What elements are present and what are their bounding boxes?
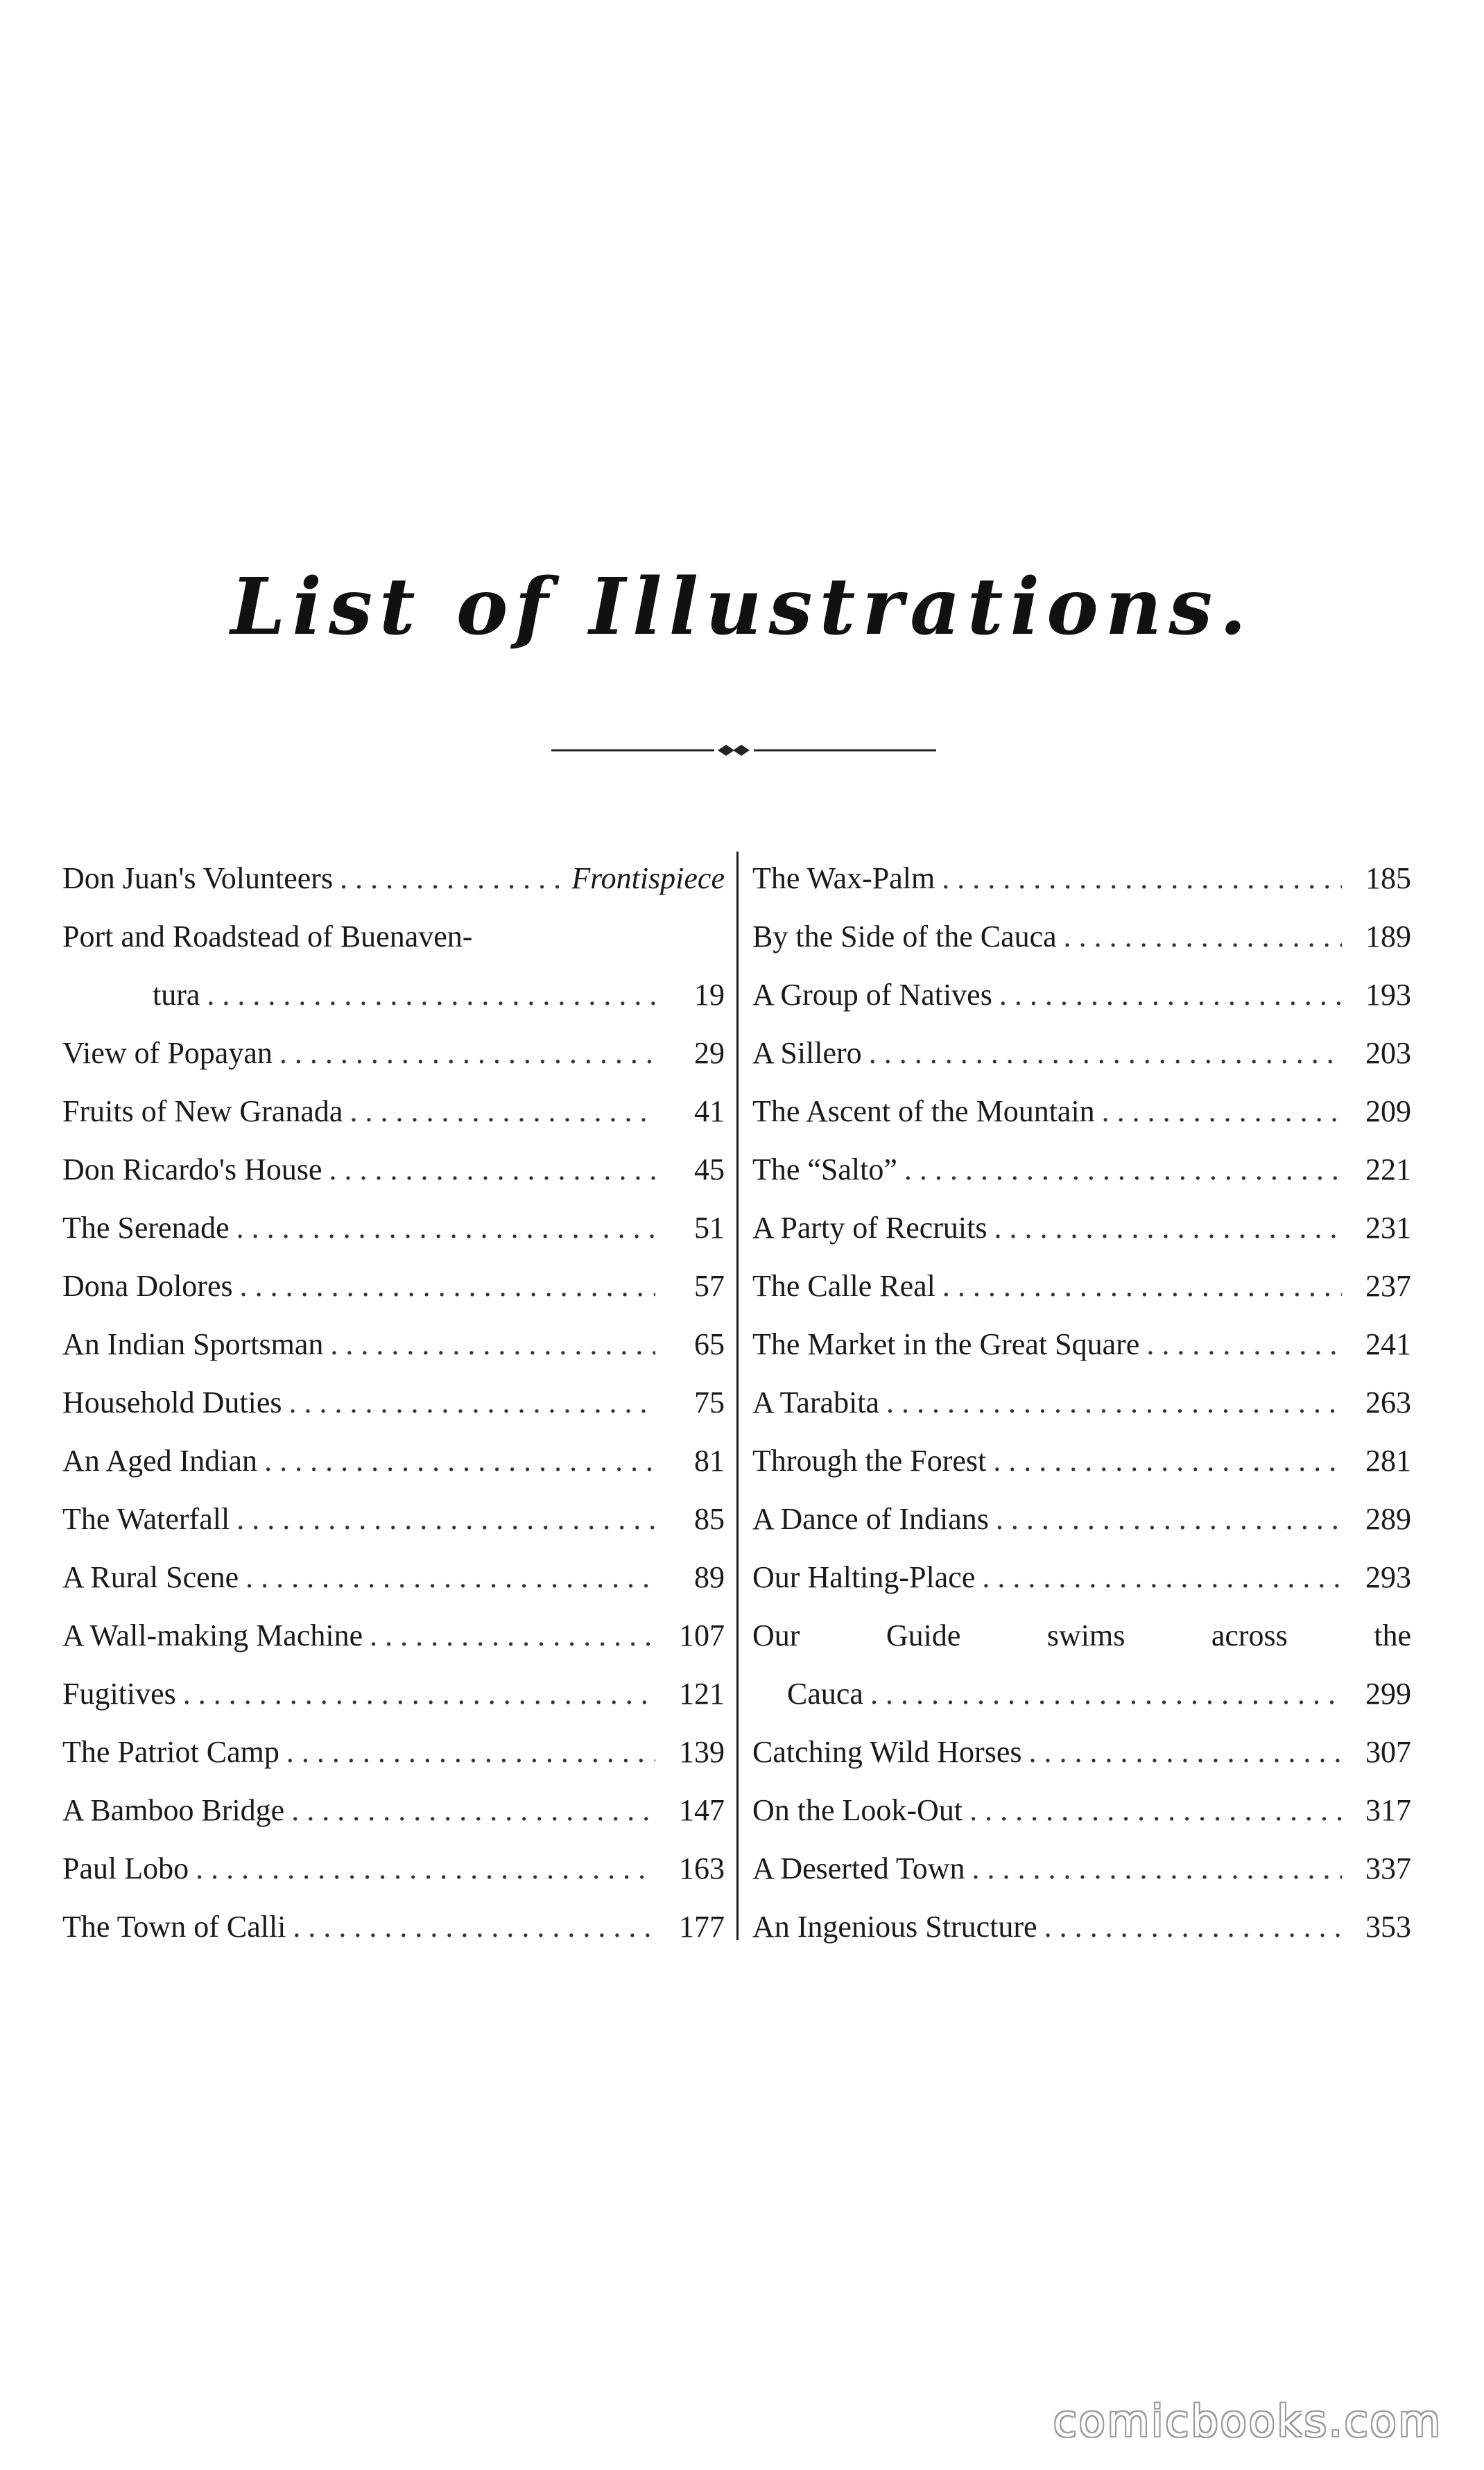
list-item — [752, 1607, 1411, 1665]
entry-title: Paul Lobo — [62, 1851, 189, 1885]
list-item — [752, 1199, 1411, 1257]
entry-page: 89 — [694, 1560, 725, 1594]
entry-title: The Town of Calli — [62, 1910, 286, 1944]
entry-page: 185 — [1365, 861, 1411, 895]
list-item — [62, 966, 725, 1024]
list-item — [752, 1548, 1411, 1607]
entry-page: 81 — [694, 1444, 725, 1478]
entry-page: 293 — [1365, 1560, 1411, 1594]
entry-page: 57 — [694, 1269, 725, 1303]
list-item — [752, 1840, 1411, 1898]
list-item — [62, 1257, 725, 1315]
entry-page: 65 — [694, 1327, 725, 1361]
entry-title: A Deserted Town — [752, 1851, 965, 1885]
entry-title: Through the Forest — [752, 1444, 987, 1478]
list-item — [752, 1257, 1411, 1315]
entry-title: Our Guide swims across the — [752, 1618, 1411, 1652]
list-item — [62, 1082, 725, 1141]
entry-title: Household Duties — [62, 1385, 282, 1419]
list-item — [752, 1315, 1411, 1374]
entry-page: 231 — [1365, 1211, 1411, 1245]
entry-page: 193 — [1365, 978, 1411, 1012]
entry-title: A Group of Natives — [752, 978, 992, 1012]
entry-title: The Patriot Camp — [62, 1735, 279, 1769]
entry-title: On the Look-Out — [752, 1793, 963, 1827]
list-item — [752, 966, 1411, 1024]
entry-page: 85 — [694, 1502, 725, 1536]
entry-title: An Aged Indian — [62, 1444, 258, 1478]
entry-page: 221 — [1365, 1152, 1411, 1186]
list-item — [62, 1141, 725, 1199]
entry-page: 163 — [679, 1851, 725, 1885]
list-item — [752, 908, 1411, 966]
ornament-divider — [551, 736, 936, 764]
list-item — [752, 1723, 1411, 1781]
list-item — [62, 1840, 725, 1898]
entry-title: An Ingenious Structure — [752, 1910, 1037, 1944]
page-title: List of Illustrations. — [230, 562, 1254, 653]
entry-title: The Waterfall — [62, 1502, 230, 1536]
entry-page: 337 — [1365, 1851, 1411, 1885]
list-item — [62, 908, 725, 966]
column-divider — [736, 852, 739, 1940]
entry-page: 209 — [1365, 1094, 1411, 1128]
entry-title: A Dance of Indians — [752, 1502, 989, 1536]
list-item — [752, 849, 1411, 908]
entry-title: tura — [153, 978, 200, 1012]
entry-page: 41 — [694, 1094, 725, 1128]
entry-page: 317 — [1365, 1793, 1411, 1827]
entry-title: A Rural Scene — [62, 1560, 239, 1594]
list-item — [752, 1490, 1411, 1548]
list-item — [62, 1665, 725, 1723]
list-item — [62, 1490, 725, 1548]
list-item — [752, 1082, 1411, 1141]
entry-title: Don Ricardo's House — [62, 1152, 322, 1186]
entry-title: View of Popayan — [62, 1036, 273, 1070]
list-item — [62, 1199, 725, 1257]
entry-page: 281 — [1365, 1444, 1411, 1478]
entry-title: Don Juan's Volunteers — [62, 861, 334, 895]
entry-title: A Sillero — [752, 1036, 862, 1070]
illustrations-list-left — [62, 849, 725, 1956]
list-item — [62, 849, 725, 908]
entry-page: 353 — [1365, 1910, 1411, 1944]
entry-title: The “Salto” — [752, 1152, 897, 1186]
list-item — [62, 1607, 725, 1665]
list-item — [62, 1374, 725, 1432]
entry-title: Cauca — [787, 1677, 863, 1711]
entry-page: 75 — [694, 1385, 725, 1419]
entry-title: Catching Wild Horses — [752, 1735, 1022, 1769]
entry-title: Fugitives — [62, 1677, 176, 1711]
entry-page: 299 — [1365, 1677, 1411, 1711]
entry-page: 177 — [679, 1910, 725, 1944]
entry-page: 29 — [694, 1036, 725, 1070]
list-item — [752, 1665, 1411, 1723]
entry-title: The Market in the Great Square — [752, 1327, 1140, 1361]
list-item — [62, 1432, 725, 1490]
entry-title: The Wax-Palm — [752, 861, 935, 895]
list-item — [752, 1898, 1411, 1956]
list-item — [62, 1898, 725, 1956]
entry-page: 237 — [1365, 1269, 1411, 1303]
entry-title: A Tarabita — [752, 1385, 880, 1419]
list-item — [752, 1141, 1411, 1199]
entry-title: The Calle Real — [752, 1269, 935, 1303]
entry-page: 19 — [694, 978, 725, 1012]
list-item — [62, 1548, 725, 1607]
entry-page: 139 — [679, 1735, 725, 1769]
list-item — [62, 1781, 725, 1840]
entry-title: An Indian Sportsman — [62, 1327, 324, 1361]
entry-page: 45 — [694, 1152, 725, 1186]
entry-page: 107 — [679, 1618, 725, 1652]
entry-page: Frontispiece — [571, 861, 725, 895]
entry-title: Dona Dolores — [62, 1269, 233, 1303]
list-item — [752, 1432, 1411, 1490]
entry-title: A Party of Recruits — [752, 1211, 987, 1245]
entry-title: The Serenade — [62, 1211, 230, 1245]
list-item — [752, 1374, 1411, 1432]
entry-title: By the Side of the Cauca — [752, 919, 1057, 953]
entry-page: 121 — [679, 1677, 725, 1711]
entry-title: Our Halting-Place — [752, 1560, 976, 1594]
entry-title: A Bamboo Bridge — [62, 1793, 285, 1827]
entry-title: Fruits of New Granada — [62, 1094, 343, 1128]
entry-page: 51 — [694, 1211, 725, 1245]
entry-title: The Ascent of the Mountain — [752, 1094, 1095, 1128]
watermark: comicbooks.com — [1053, 2396, 1442, 2446]
entry-page: 263 — [1365, 1385, 1411, 1419]
entry-page: 289 — [1365, 1502, 1411, 1536]
illustrations-list-right — [752, 849, 1411, 1956]
entry-page: 189 — [1365, 919, 1411, 953]
list-item — [62, 1024, 725, 1082]
entry-title: A Wall-making Machine — [62, 1618, 363, 1652]
entry-title: Port and Roadstead of Buenaven- — [62, 919, 473, 953]
entry-page: 203 — [1365, 1036, 1411, 1070]
list-item — [62, 1315, 725, 1374]
list-item — [752, 1024, 1411, 1082]
entry-page: 241 — [1365, 1327, 1411, 1361]
entry-page: 307 — [1365, 1735, 1411, 1769]
list-item — [752, 1781, 1411, 1840]
list-item — [62, 1723, 725, 1781]
entry-page: 147 — [679, 1793, 725, 1827]
